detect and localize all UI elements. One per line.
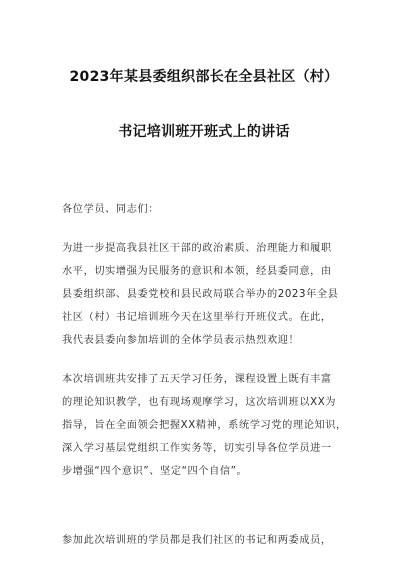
paragraph-2	[62, 368, 352, 483]
paragraph-3-line: 参加此次培训班的学员都是我们社区的书记和两委成员，	[62, 535, 332, 546]
paragraph-2-line: 指导，旨在全面领会把握XX精神，系统学习党的理论知识，	[62, 420, 347, 431]
paragraph-2-line: 步增强“四个意识”、坚定“四个自信”。	[62, 466, 248, 477]
paragraph-1-line: 社区（村）书记培训班今天在这里举行开班仪式。在此，	[62, 312, 332, 323]
paragraph-1	[62, 237, 352, 352]
paragraph-1-line: 水平，切实增强为民服务的意识和本领，经县委同意，由	[62, 266, 332, 277]
salutation	[62, 198, 352, 221]
paragraph-2-line: 深入学习基层党组织工作实务等，切实引导各位学员进一	[62, 443, 332, 454]
paragraph-2-line: 本次培训班共安排了五天学习任务，课程设置上既有丰富	[62, 374, 332, 385]
document-title-line-2: 书记培训班开班式上的讲话	[118, 124, 290, 140]
document-title-line-1: 2023年某县委组织部长在全县社区（村）	[69, 69, 339, 85]
paragraph-1-line: 县委组织部、县委党校和县民政局联合举办的2023年全县	[62, 289, 339, 300]
paragraph-1-line: 我代表县委向参加培训的全体学员表示热烈欢迎！	[62, 335, 300, 346]
paragraph-1-line: 为进一步提高我县社区干部的政治素质、治理能力和履职	[62, 243, 332, 254]
salutation-text: 各位学员、同志们：	[62, 204, 160, 215]
paragraph-3	[62, 529, 352, 552]
paragraph-2-line: 的理论知识教学，也有现场观摩学习，这次培训班以XX为	[62, 397, 337, 408]
